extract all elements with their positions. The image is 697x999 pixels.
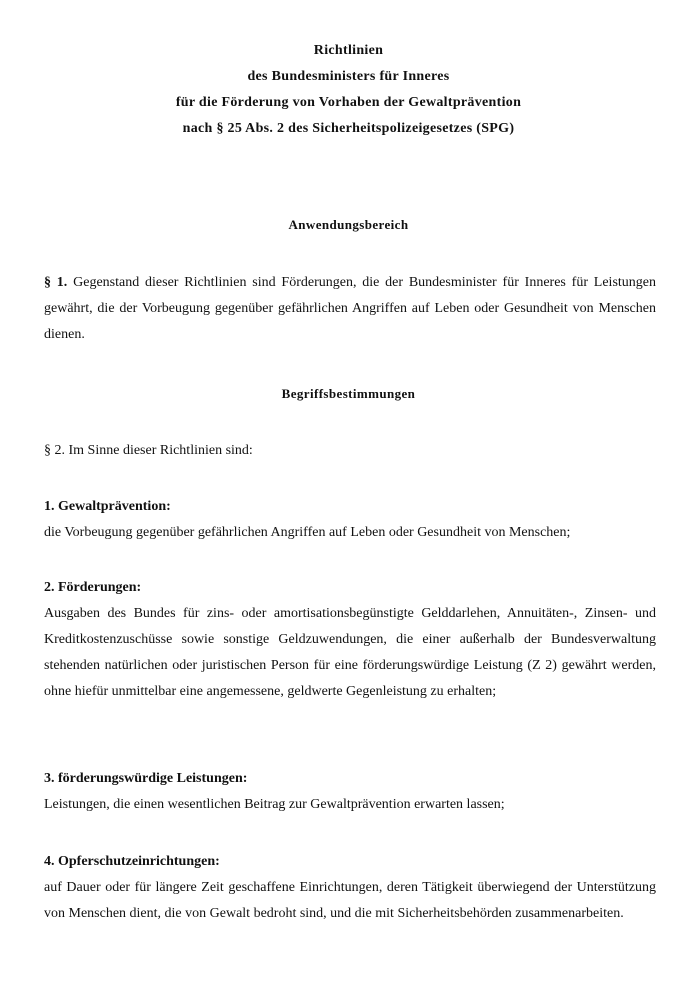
title-line-3: für die Förderung von Vorhaben der Gewaltprävention — [175, 95, 522, 110]
title-line-1: Richtlinien — [313, 43, 384, 58]
definition-text: auf Dauer oder für längere Zeit geschaffene Einrichtungen, deren Tätigkeit überwiegend der Unterstützung von Menschen dient, die von Gewalt bedroht sind, und die mit Sicherheitsbehörden zusammenarbeiten. — [44, 880, 656, 921]
definition-item — [44, 766, 656, 818]
definition-text: die Vorbeugung gegenüber gefährlichen Angriffen auf Leben oder Gesundheit von Menschen; — [44, 525, 571, 540]
paragraph-1-text: Gegenstand dieser Richtlinien sind Förderungen, die der Bundesminister für Inneres für Leistungen gewährt, die der Vorbeugung gegenüber gefährlichen Angriffen auf Leben oder Gesundheit von Menschen dienen. — [44, 275, 657, 342]
definition-text: Leistungen, die einen wesentlichen Beitrag zur Gewaltprävention erwarten lassen; — [44, 797, 505, 812]
definition-term: 1. Gewaltprävention: — [44, 499, 171, 514]
definition-term: 4. Opferschutzeinrichtungen: — [44, 854, 220, 869]
section-heading-begriffsbestimmungen: Begriffsbestimmungen — [281, 386, 416, 401]
paragraph-1 — [44, 270, 656, 348]
paragraph-1-number: § 1. — [44, 275, 68, 290]
definition-term: 2. Förderungen: — [44, 580, 142, 595]
definition-item — [44, 494, 656, 546]
title-line-2: des Bundesministers für Inneres — [247, 69, 450, 84]
section-heading-anwendungsbereich: Anwendungsbereich — [288, 217, 409, 232]
definition-item — [44, 849, 656, 927]
definition-term: 3. förderungswürdige Leistungen: — [44, 771, 248, 786]
paragraph-2-intro: § 2. Im Sinne dieser Richtlinien sind: — [44, 443, 253, 458]
definition-item — [44, 575, 656, 705]
definition-text: Ausgaben des Bundes für zins- oder amortisationsbegünstigte Gelddarlehen, Annuitäten-, Zinsen- und Kreditkostenzuschüsse sowie sonstige Geldzuwendungen, die einer außerhalb der Bundesverwaltung stehenden natürlichen oder juristischen Person für eine förderungswürdige Leistung (Z 2) gewährt werden, ohne hiefür unmittelbar eine angemessene, geldwerte Gegenleistung zu erhalten; — [44, 606, 656, 699]
document-title — [0, 38, 697, 142]
title-line-4: nach § 25 Abs. 2 des Sicherheitspolizeigesetzes (SPG) — [182, 121, 515, 136]
